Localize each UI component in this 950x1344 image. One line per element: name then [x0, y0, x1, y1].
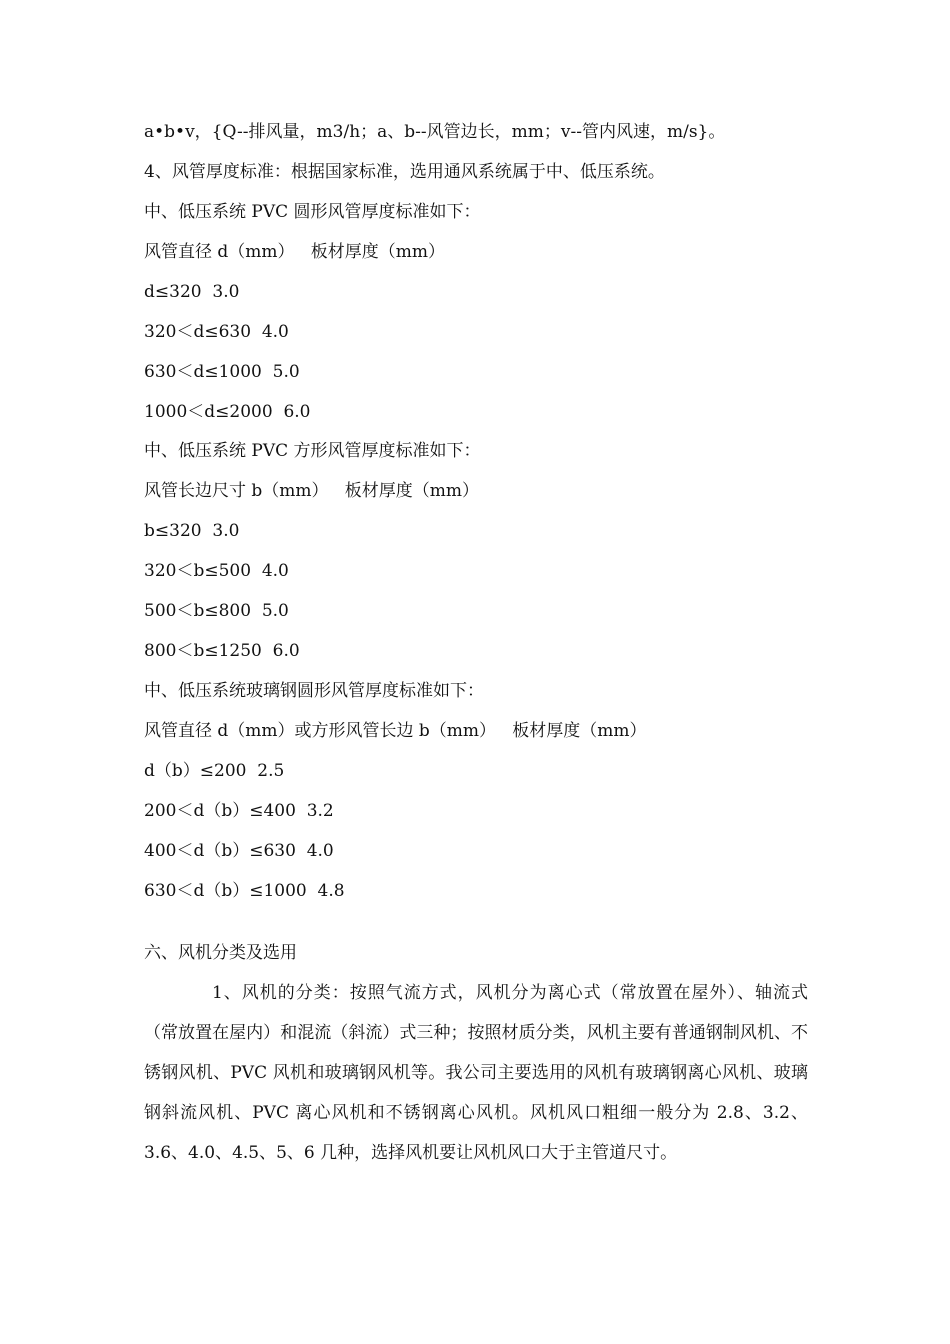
duct-thickness-standard-heading: 4、风管厚度标准：根据国家标准，选用通风系统属于中、低压系统。 — [144, 162, 665, 182]
frp-round-duct-row: d（b）≤200 2.5 — [144, 761, 285, 781]
frp-round-duct-row: 400＜d（b）≤630 4.0 — [144, 841, 334, 861]
formula-definition-line: a•b•v，{Q--排风量，m3/h；a、b--风管边长，mm；v--管内风速，m/s}。 — [144, 122, 726, 142]
frp-round-duct-row: 200＜d（b）≤400 3.2 — [144, 801, 334, 821]
frp-round-duct-row: 630＜d（b）≤1000 4.8 — [144, 881, 345, 901]
pvc-round-duct-title: 中、低压系统 PVC 圆形风管厚度标准如下： — [144, 202, 481, 222]
pvc-round-duct-header: 风管直径 d（mm） 板材厚度（mm） — [144, 242, 445, 262]
pvc-square-duct-header: 风管长边尺寸 b（mm） 板材厚度（mm） — [144, 481, 479, 501]
pvc-square-duct-row: 500＜b≤800 5.0 — [144, 601, 289, 621]
pvc-round-duct-row: d≤320 3.0 — [144, 282, 240, 302]
fan-classification-paragraph: 1、风机的分类：按照气流方式，风机分为离心式（常放置在屋外）、轴流式（常放置在屋内）和混流（斜流）式三种；按照材质分类，风机主要有普通钢制风机、不锈钢风机、PVC 风机和玻璃钢风机等。我公司主要选用的风机有玻璃钢离心风机、玻璃钢斜流风机、PVC 离心风机和不锈钢离心风机。风机风口粗细一般分为 2.8、3.2、3.6、4.0、4.5、5、6 几种，选择风机要让风机风口大于主管道尺寸。 — [144, 983, 808, 1163]
pvc-square-duct-row: 800＜b≤1250 6.0 — [144, 641, 300, 661]
pvc-square-duct-title: 中、低压系统 PVC 方形风管厚度标准如下： — [144, 441, 481, 461]
pvc-round-duct-row: 1000＜d≤2000 6.0 — [144, 402, 311, 422]
pvc-square-duct-row: b≤320 3.0 — [144, 521, 240, 541]
pvc-square-duct-row: 320＜b≤500 4.0 — [144, 561, 289, 581]
frp-round-duct-title: 中、低压系统玻璃钢圆形风管厚度标准如下： — [144, 681, 484, 701]
section-heading-fan-selection: 六、风机分类及选用 — [144, 943, 297, 963]
pvc-round-duct-row: 320＜d≤630 4.0 — [144, 322, 289, 342]
pvc-round-duct-row: 630＜d≤1000 5.0 — [144, 362, 300, 382]
frp-round-duct-header: 风管直径 d（mm）或方形风管长边 b（mm） 板材厚度（mm） — [144, 721, 647, 741]
